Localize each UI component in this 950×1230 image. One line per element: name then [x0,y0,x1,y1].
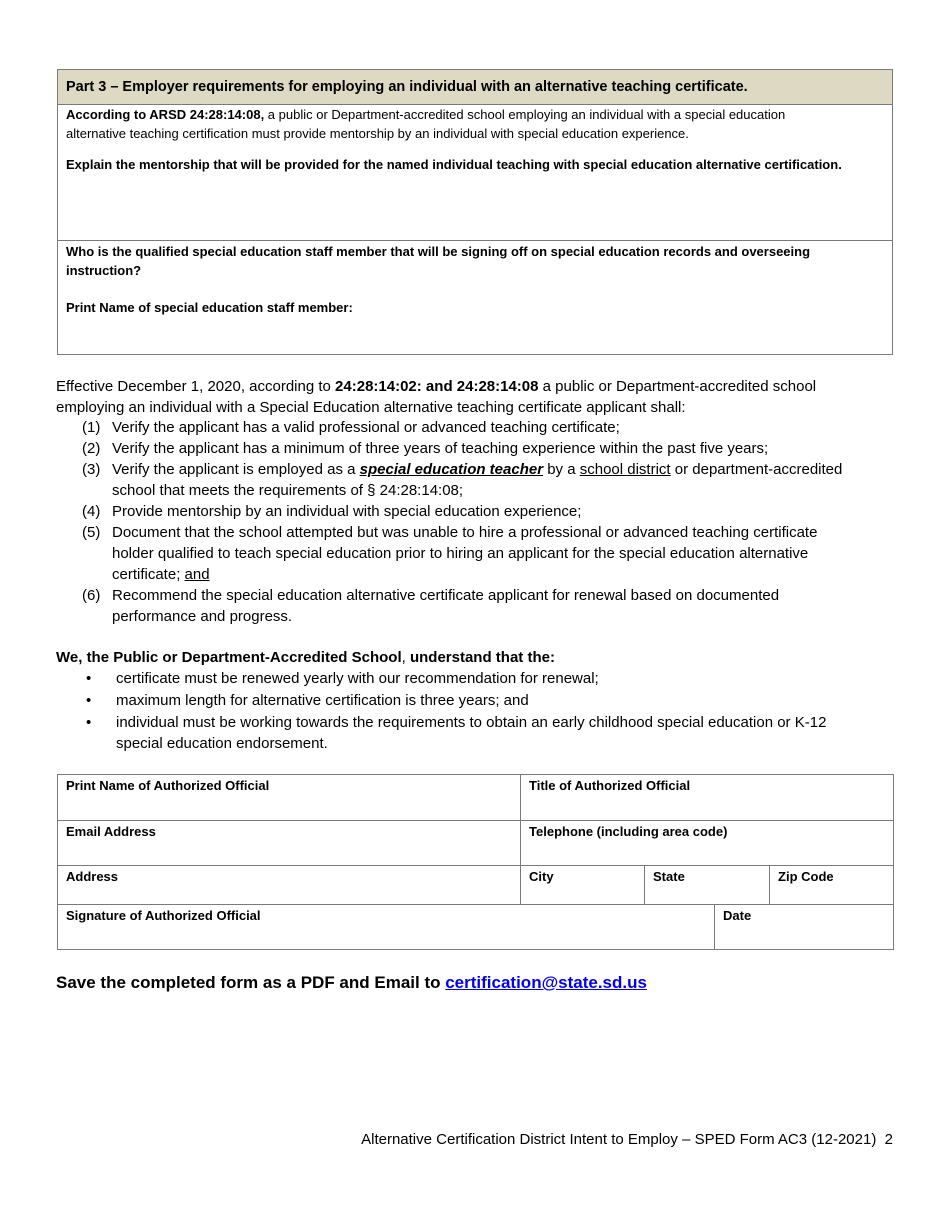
field-label: Email Address [66,824,156,839]
arsd-reference: According to ARSD 24:28:14:08, [66,107,265,122]
effective-rules: 24:28:14:02: and 24:28:14:08 [335,378,539,395]
signature-field[interactable] [58,905,715,950]
understand-bold-2: understand that the: [405,649,555,666]
address-field[interactable] [58,866,521,905]
item-text: school that meets the requirements of § 24:28:14:08 [112,482,459,499]
item-number: (6) [82,587,101,604]
item-text: performance and progress. [112,608,293,625]
item-text: Provide mentorship by an individual with special education experience; [112,503,582,520]
date-field[interactable] [715,905,894,950]
save-instruction [56,973,647,993]
list-item [82,501,882,522]
who-line-1: Who is the qualified special education staff member that will be signing off on special education records and overseeing [66,244,811,259]
list-item [82,417,882,438]
item-text: certificate; [112,566,185,583]
item-text: by a [543,461,580,478]
item-text: and [184,566,210,583]
zip-field[interactable] [770,866,894,905]
field-label: Signature of Authorized Official [66,908,261,923]
item-number: (4) [82,503,101,520]
bullet-icon: • [86,670,92,687]
staff-member-question [66,242,884,280]
item-text: maximum length for alternative certification is three years; and [116,692,529,709]
state-field[interactable] [645,866,770,905]
effective-paragraph [56,376,916,418]
page-number: 2 [884,1131,893,1148]
field-label: Zip Code [778,869,834,884]
intro-text-2: alternative teaching certification must provide mentorship by an individual with special education experience. [66,126,689,141]
part3-header: Part 3 – Employer requirements for employing an individual with an alternative teaching certificate. [58,70,892,105]
item-text: ; [458,482,464,499]
effective-pre: Effective December 1, 2020, according to [56,378,336,395]
field-label: Print Name of Authorized Official [66,778,270,793]
city-field[interactable] [521,866,645,905]
school-district-term: school district [579,461,671,478]
bullet-icon: • [86,714,92,731]
print-name-field[interactable] [58,775,521,821]
effective-line-2: employing an individual with a Special Education alternative teaching certificate applicant shall: [56,399,686,416]
understand-bold-1: We, the Public or Department-Accredited School [56,649,402,666]
print-name-staff-label: Print Name of special education staff member: [66,300,353,315]
field-label: Title of Authorized Official [529,778,691,793]
special-education-teacher-term: special education teacher [359,461,544,478]
item-text: Verify the applicant has a minimum of three years of teaching experience within the past five years; [112,440,769,457]
field-label: Telephone (including area code) [529,824,728,839]
list-item [86,712,886,754]
requirements-list [82,417,882,627]
field-label: Address [66,869,119,884]
list-item [82,522,882,585]
intro-text-1: a public or Department-accredited school employing an individual with a special education [264,107,786,122]
email-field[interactable] [58,821,521,866]
understand-heading [56,647,555,668]
footer-text: Alternative Certification District Intent to Employ – SPED Form AC3 (12-2021) [361,1131,877,1148]
list-item [82,585,882,627]
field-label: State [653,869,685,884]
list-item [86,690,886,711]
item-text: Recommend the special education alternative certificate applicant for renewal based on documented [112,587,780,604]
list-item [86,668,886,689]
part3-section [57,69,893,355]
item-text: holder qualified to teach special education prior to hiring an applicant for the special education alternative [112,545,809,562]
certification-email-link[interactable]: certification@state.sd.us [445,973,647,992]
item-text: special education endorsement. [116,735,328,752]
item-text: Verify the applicant is employed as a [112,461,360,478]
field-label: City [529,869,554,884]
understand-list [86,668,886,755]
who-line-2: instruction? [66,263,142,278]
page-footer [361,1131,893,1148]
save-text: Save the completed form as a PDF and Email to [56,973,446,992]
item-text: Verify the applicant has a valid professional or advanced teaching certificate; [112,419,620,436]
understand-comma: , [401,649,406,666]
field-label: Date [723,908,752,923]
item-text: or department-accredited [670,461,843,478]
item-text: individual must be working towards the requirements to obtain an early childhood special education or K-12 [116,714,827,731]
item-number: (3) [82,461,101,478]
item-number: (1) [82,419,101,436]
bullet-icon: • [86,692,92,709]
telephone-field[interactable] [521,821,894,866]
list-item [82,438,882,459]
title-field[interactable] [521,775,894,821]
mentorship-question: Explain the mentorship that will be provided for the named individual teaching with special education alternative certification. [66,157,842,172]
part3-intro [66,105,884,143]
section-divider [58,240,892,241]
list-item [82,459,882,501]
authorized-official-table [57,774,894,950]
item-text: certificate must be renewed yearly with our recommendation for renewal; [116,670,599,687]
item-text: Document that the school attempted but was unable to hire a professional or advanced teaching certificate [112,524,818,541]
effective-post: a public or Department-accredited school [538,378,817,395]
item-number: (2) [82,440,101,457]
item-number: (5) [82,524,101,541]
